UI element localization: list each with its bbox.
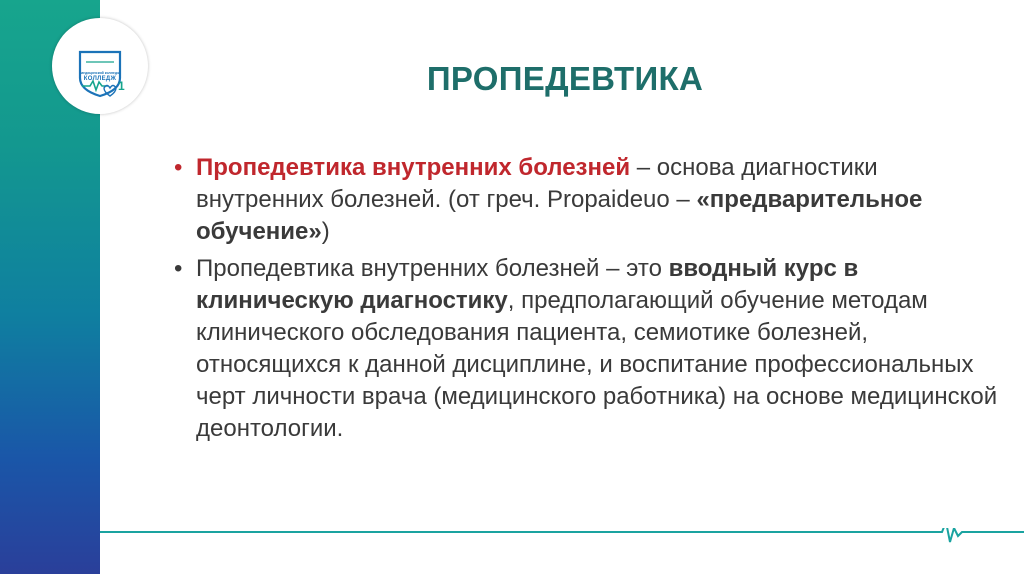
bullet-item-definition bbox=[172, 152, 1002, 248]
slide-title: ПРОПЕДЕВТИКА bbox=[426, 60, 704, 97]
bullet-item-description bbox=[172, 253, 1002, 445]
logo-name-text: КОЛЛЕДЖ bbox=[83, 76, 117, 82]
shield-icon bbox=[52, 18, 148, 114]
ecg-wave-icon bbox=[100, 528, 1024, 542]
definition-close: ) bbox=[321, 218, 330, 245]
bullet-marker: • bbox=[174, 154, 183, 181]
definition-text: – основа диагностики внутренних болезней. (от греч. Propaideuo – bbox=[196, 154, 878, 213]
logo-mark: 1 bbox=[118, 79, 125, 93]
bullet-list bbox=[172, 152, 1002, 450]
course-bold: вводный курс в клиническую диагностику bbox=[196, 255, 859, 314]
description-intro: Пропедевтика внутренних болезней – это bbox=[196, 255, 669, 282]
term-highlight: Пропедевтика внутренних болезней bbox=[196, 154, 631, 181]
translation-bold: «предварительное обучение» bbox=[196, 186, 923, 245]
bullet-marker: • bbox=[174, 255, 183, 282]
description-text: , предполагающий обучение методам клинического обследования пациента, семиотике болезней, относящихся к данной дисциплине, и воспитание профессиональных черт личности врача (медицинского работника) на основе медицинской деонтологии. bbox=[196, 287, 998, 442]
college-logo bbox=[52, 18, 148, 114]
logo-small-text: медицинский колледж bbox=[80, 71, 120, 75]
pulse-divider bbox=[100, 528, 1024, 564]
